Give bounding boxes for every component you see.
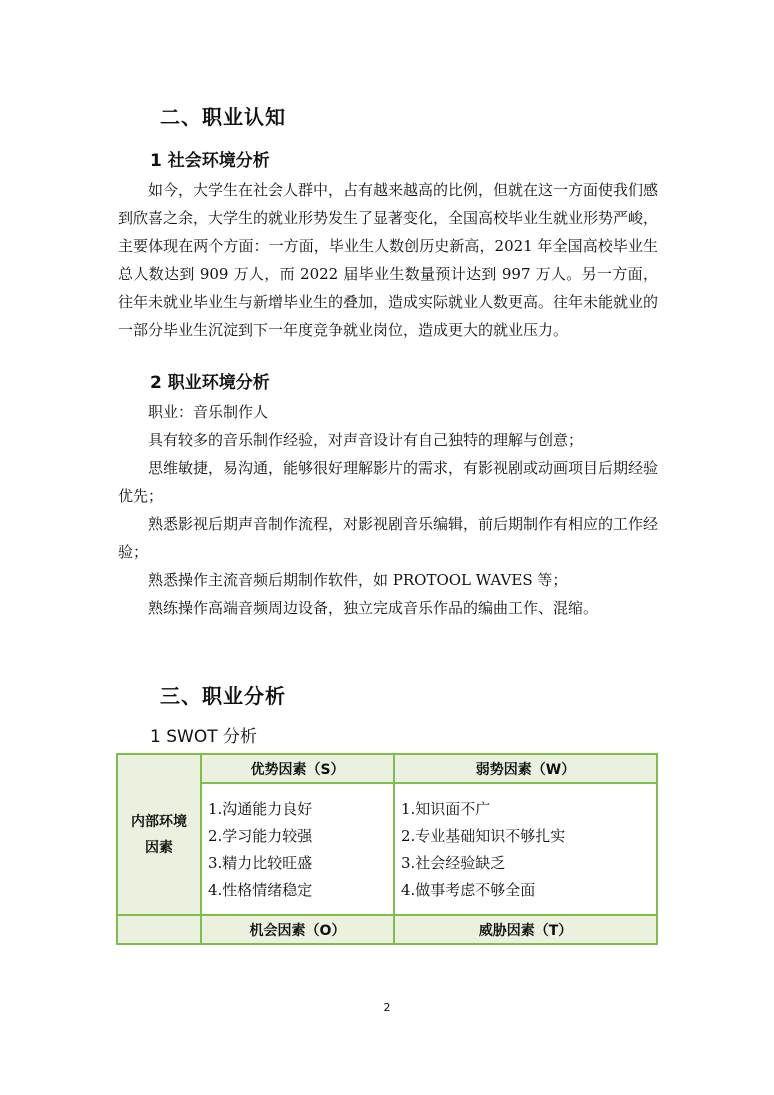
strength-item: 1.沟通能力良好 xyxy=(208,800,313,818)
internal-factors-cell xyxy=(117,754,201,915)
strength-item: 4.性格情绪稳定 xyxy=(208,881,313,899)
strength-header: 优势因素（S） xyxy=(201,754,394,783)
job-title-line: 职业：音乐制作人 xyxy=(148,403,269,421)
subheading-social-environment: 1 社会环境分析 xyxy=(150,151,270,171)
section-heading-career-cognition: 二、职业认知 xyxy=(160,105,286,129)
requirement-line: 熟练操作高端音频周边设备，独立完成音乐作品的编曲工作、混缩。 xyxy=(148,599,599,617)
internal-factors-label-line2: 因素 xyxy=(145,839,173,856)
strength-item: 2.学习能力较强 xyxy=(208,827,313,845)
subheading-career-environment: 2 职业环境分析 xyxy=(150,373,270,393)
strength-item: 3.精力比较旺盛 xyxy=(208,854,313,872)
threat-header: 威胁因素（T） xyxy=(394,915,657,944)
external-factors-cell xyxy=(117,915,201,944)
weakness-item: 3.社会经验缺乏 xyxy=(401,854,506,872)
weaknesses-cell xyxy=(394,783,657,915)
requirement-line: 思维敏捷，易沟通，能够很好理解影片的需求，有影视剧或动画项目后期经验优先； xyxy=(118,459,659,505)
internal-factors-label-line1: 内部环境 xyxy=(131,813,187,830)
social-environment-paragraph xyxy=(118,176,658,344)
weakness-item: 4.做事考虑不够全面 xyxy=(401,881,536,899)
opportunity-header: 机会因素（O） xyxy=(201,915,394,944)
career-environment-list xyxy=(118,398,658,622)
strengths-cell xyxy=(201,783,394,915)
subheading-swot: 1 SWOT 分析 xyxy=(150,727,257,747)
weakness-header: 弱势因素（W） xyxy=(394,754,657,783)
swot-table xyxy=(116,753,658,945)
requirement-line: 熟悉操作主流音频后期制作软件，如 PROTOOL WAVES 等； xyxy=(148,571,568,589)
requirement-line: 具有较多的音乐制作经验，对声音设计有自己独特的理解与创意； xyxy=(148,431,584,449)
weakness-item: 2.专业基础知识不够扎实 xyxy=(401,827,566,845)
requirement-line: 熟悉影视后期声音制作流程，对影视剧音乐编辑，前后期制作有相应的工作经验； xyxy=(118,515,659,561)
section-heading-career-analysis: 三、职业分析 xyxy=(160,684,286,708)
weakness-item: 1.知识面不广 xyxy=(401,800,491,818)
page-number: 2 xyxy=(383,1001,391,1014)
paragraph-text: 如今，大学生在社会人群中，占有越来越高的比例，但就在这一方面使我们感到欣喜之余，大学生的就业形势发生了显著变化，全国高校毕业生就业形势严峻，主要体现在两个方面：一方面，毕业生人数创历史新高，2021 年全国高校毕业生总人数达到 909 万人，而 2022 届毕业生数量预计达到 997 万人。另一方面，往年未就业毕业生与新增毕业生的叠加，造成实际就业人数更高。往年未能就业的一部分毕业生沉淀到下一年度竞争就业岗位，造成更大的就业压力。 xyxy=(118,181,659,339)
